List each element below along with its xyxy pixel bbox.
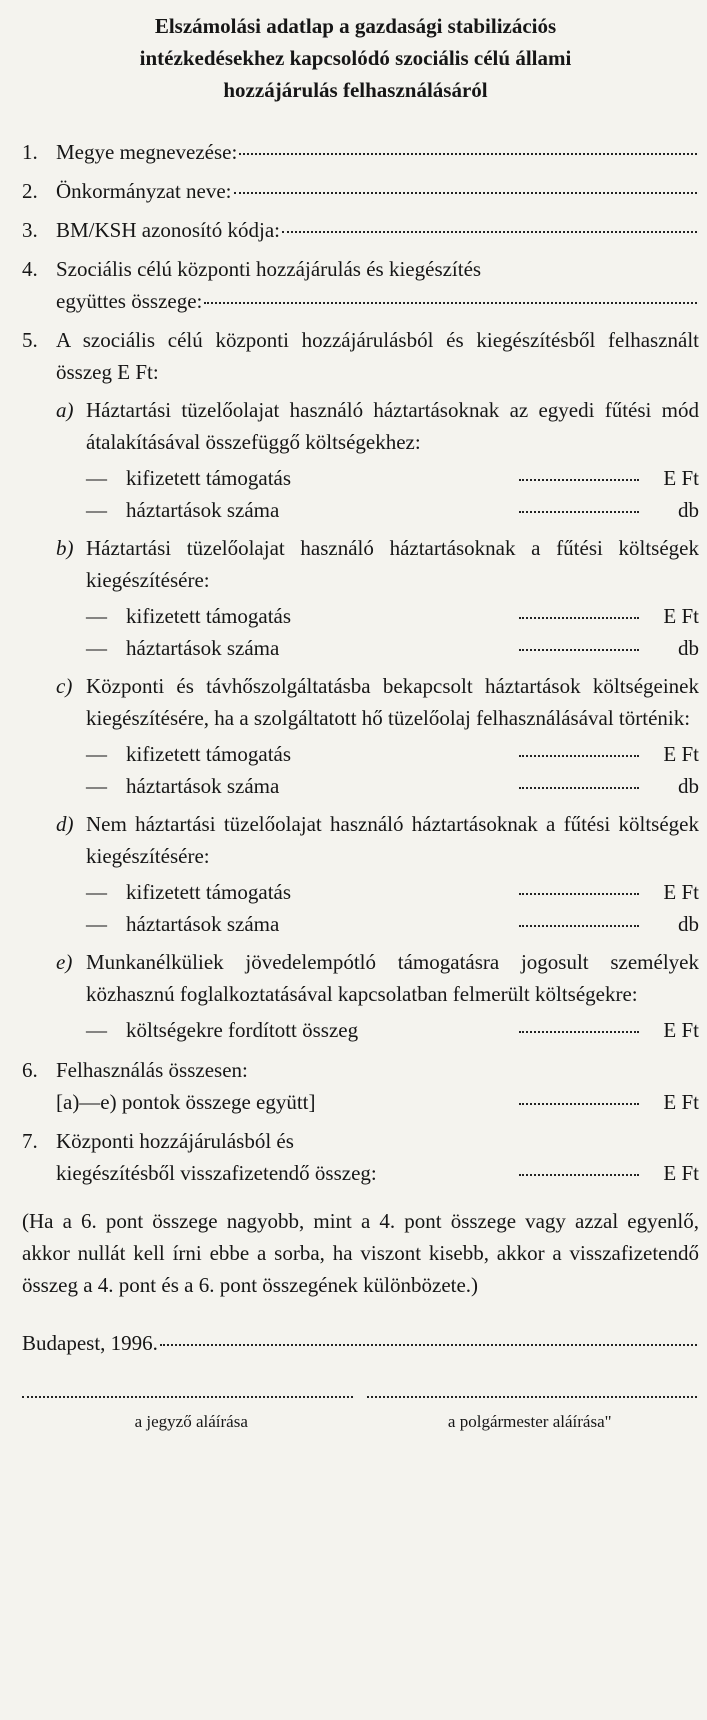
subitem-d-households-row	[86, 908, 699, 940]
subitem-d-paid-row	[86, 876, 699, 908]
paid-label: kifizetett támogatás	[126, 466, 292, 490]
unit-label: E Ft	[663, 466, 699, 490]
subitem-letter: a)	[56, 398, 74, 422]
item-number: 6.	[22, 1058, 38, 1082]
subitem-d-text: Nem háztartási tüzelőolajat használó háztartásoknak a fűtési költségek kiegészítésére:	[86, 812, 699, 868]
place-date-label: Budapest, 1996.	[22, 1331, 158, 1355]
subitem-b	[56, 532, 699, 596]
subitem-b-households-row	[86, 632, 699, 664]
dash: —	[86, 498, 107, 522]
subitem-b-paid-row	[86, 600, 699, 632]
signature-lines	[22, 1395, 699, 1398]
item-6-row	[56, 1086, 699, 1118]
item-6	[22, 1054, 699, 1118]
unit-label: db	[678, 636, 699, 660]
item-4-text: Szociális célú központi hozzájárulás és kiegészítés	[56, 257, 482, 281]
dash: —	[86, 636, 107, 660]
dash: —	[86, 742, 107, 766]
mayor-signature-label: a polgármester aláírása"	[447, 1412, 612, 1431]
unit-label: db	[678, 912, 699, 936]
subitem-a-households-fill[interactable]	[519, 511, 639, 513]
unit-label: E Ft	[663, 604, 699, 628]
item-1	[22, 136, 699, 168]
households-label: háztartások száma	[126, 774, 280, 798]
subitem-d-paid-fill[interactable]	[519, 893, 639, 895]
item-3	[22, 214, 699, 246]
total-amount-fill-line[interactable]	[204, 301, 697, 304]
subitem-letter: e)	[56, 950, 73, 974]
dash: —	[86, 604, 107, 628]
subitem-c-households-row	[86, 770, 699, 802]
item-number: 5.	[22, 328, 38, 352]
subitem-e-text: Munkanélküliek jövedelempótló támogatásra jogosult személyek közhasznú foglalkoztatásával kapcsolatban felmerült költségekre:	[86, 950, 699, 1006]
total-amount-label: együttes összege:	[56, 289, 203, 313]
unit-label: E Ft	[663, 880, 699, 904]
item-7-text: Központi hozzájárulásból és	[56, 1129, 294, 1153]
item-number: 1.	[22, 140, 38, 164]
subitem-b-text: Háztartási tüzelőolajat használó háztartásoknak a fűtési költségek kiegészítésére:	[86, 536, 699, 592]
unit-label: db	[678, 774, 699, 798]
title-line-2: intézkedésekhez kapcsolódó szociális célú állami	[139, 46, 572, 70]
dash: —	[86, 1018, 107, 1042]
notary-signature-line[interactable]	[22, 1395, 353, 1398]
paid-label: kifizetett támogatás	[126, 604, 292, 628]
unit-label: db	[678, 498, 699, 522]
subitem-letter: b)	[56, 536, 74, 560]
subitem-d-households-fill[interactable]	[519, 925, 639, 927]
form-title	[22, 10, 699, 106]
item-6-text: Felhasználás összesen:	[56, 1058, 248, 1082]
subitem-c-text: Központi és távhőszolgáltatásba bekapcsolt háztartások költségeinek kiegészítésére, ha a szolgáltatott hő tüzelőolaj felhasználásával történik:	[86, 674, 699, 730]
subitem-c-households-fill[interactable]	[519, 787, 639, 789]
place-date-row	[22, 1327, 699, 1359]
subitem-e-cost-row	[86, 1014, 699, 1046]
item-number: 3.	[22, 218, 38, 242]
cost-label: költségekre fordított összeg	[126, 1018, 359, 1042]
explanatory-note: (Ha a 6. pont összege nagyobb, mint a 4. pont összege vagy azzal egyenlő, akkor nullát kell írni ebbe a sorba, ha viszont kisebb, akkor a visszafizetendő összeg a 4. pont és a 6. pont összegének különbözete.)	[22, 1209, 699, 1297]
item-5	[22, 324, 699, 1046]
item-number: 7.	[22, 1129, 38, 1153]
dash: —	[86, 880, 107, 904]
subitem-b-households-fill[interactable]	[519, 649, 639, 651]
households-label: háztartások száma	[126, 498, 280, 522]
id-code-label: BM/KSH azonosító kódja:	[56, 218, 280, 242]
municipality-fill-line[interactable]	[234, 191, 697, 194]
unit-label: E Ft	[663, 1018, 699, 1042]
date-fill-line[interactable]	[160, 1343, 697, 1346]
dash: —	[86, 912, 107, 936]
item-7-row	[56, 1157, 699, 1189]
county-label: Megye megnevezése:	[56, 140, 238, 164]
dash: —	[86, 774, 107, 798]
subitem-b-paid-fill[interactable]	[519, 617, 639, 619]
item-7	[22, 1125, 699, 1189]
county-fill-line[interactable]	[239, 152, 697, 155]
subitem-c-paid-row	[86, 738, 699, 770]
notary-signature-label: a jegyző aláírása	[134, 1412, 248, 1431]
subitem-c	[56, 670, 699, 734]
households-label: háztartások száma	[126, 636, 280, 660]
households-label: háztartások száma	[126, 912, 280, 936]
signature-labels	[22, 1406, 699, 1438]
subitem-c-paid-fill[interactable]	[519, 755, 639, 757]
item-number: 4.	[22, 257, 38, 281]
paid-label: kifizetett támogatás	[126, 880, 292, 904]
subitem-d	[56, 808, 699, 872]
item-number: 2.	[22, 179, 38, 203]
title-line-3: hozzájárulás felhasználásáról	[223, 78, 488, 102]
unit-label: E Ft	[663, 1090, 699, 1114]
subitem-a-paid-fill[interactable]	[519, 479, 639, 481]
paid-label: kifizetett támogatás	[126, 742, 292, 766]
subitem-a-households-row	[86, 494, 699, 526]
item-4	[22, 253, 699, 317]
item-6-label: [a)—e) pontok összege együtt]	[56, 1090, 316, 1114]
mayor-signature-line[interactable]	[367, 1395, 698, 1398]
subitem-e	[56, 946, 699, 1010]
subitem-letter: d)	[56, 812, 74, 836]
subitem-a-paid-row	[86, 462, 699, 494]
unit-label: E Ft	[663, 742, 699, 766]
title-line-1: Elszámolási adatlap a gazdasági stabilizációs	[154, 14, 557, 38]
dash: —	[86, 466, 107, 490]
item-2	[22, 175, 699, 207]
item-7-label: kiegészítésből visszafizetendő összeg:	[56, 1161, 377, 1185]
subitem-letter: c)	[56, 674, 73, 698]
subitem-e-cost-fill[interactable]	[519, 1031, 639, 1033]
item-6-fill[interactable]	[519, 1103, 639, 1105]
subitem-a	[56, 394, 699, 458]
item-5-text: A szociális célú központi hozzájárulásból és kiegészítésből felhasznált összeg E Ft:	[56, 328, 699, 384]
item-7-fill[interactable]	[519, 1174, 639, 1176]
subitem-a-text: Háztartási tüzelőolajat használó háztartásoknak az egyedi fűtési mód átalakításával összefüggő költségekhez:	[86, 398, 699, 454]
unit-label: E Ft	[663, 1161, 699, 1185]
id-code-fill-line[interactable]	[282, 230, 697, 233]
municipality-label: Önkormányzat neve:	[56, 179, 232, 203]
